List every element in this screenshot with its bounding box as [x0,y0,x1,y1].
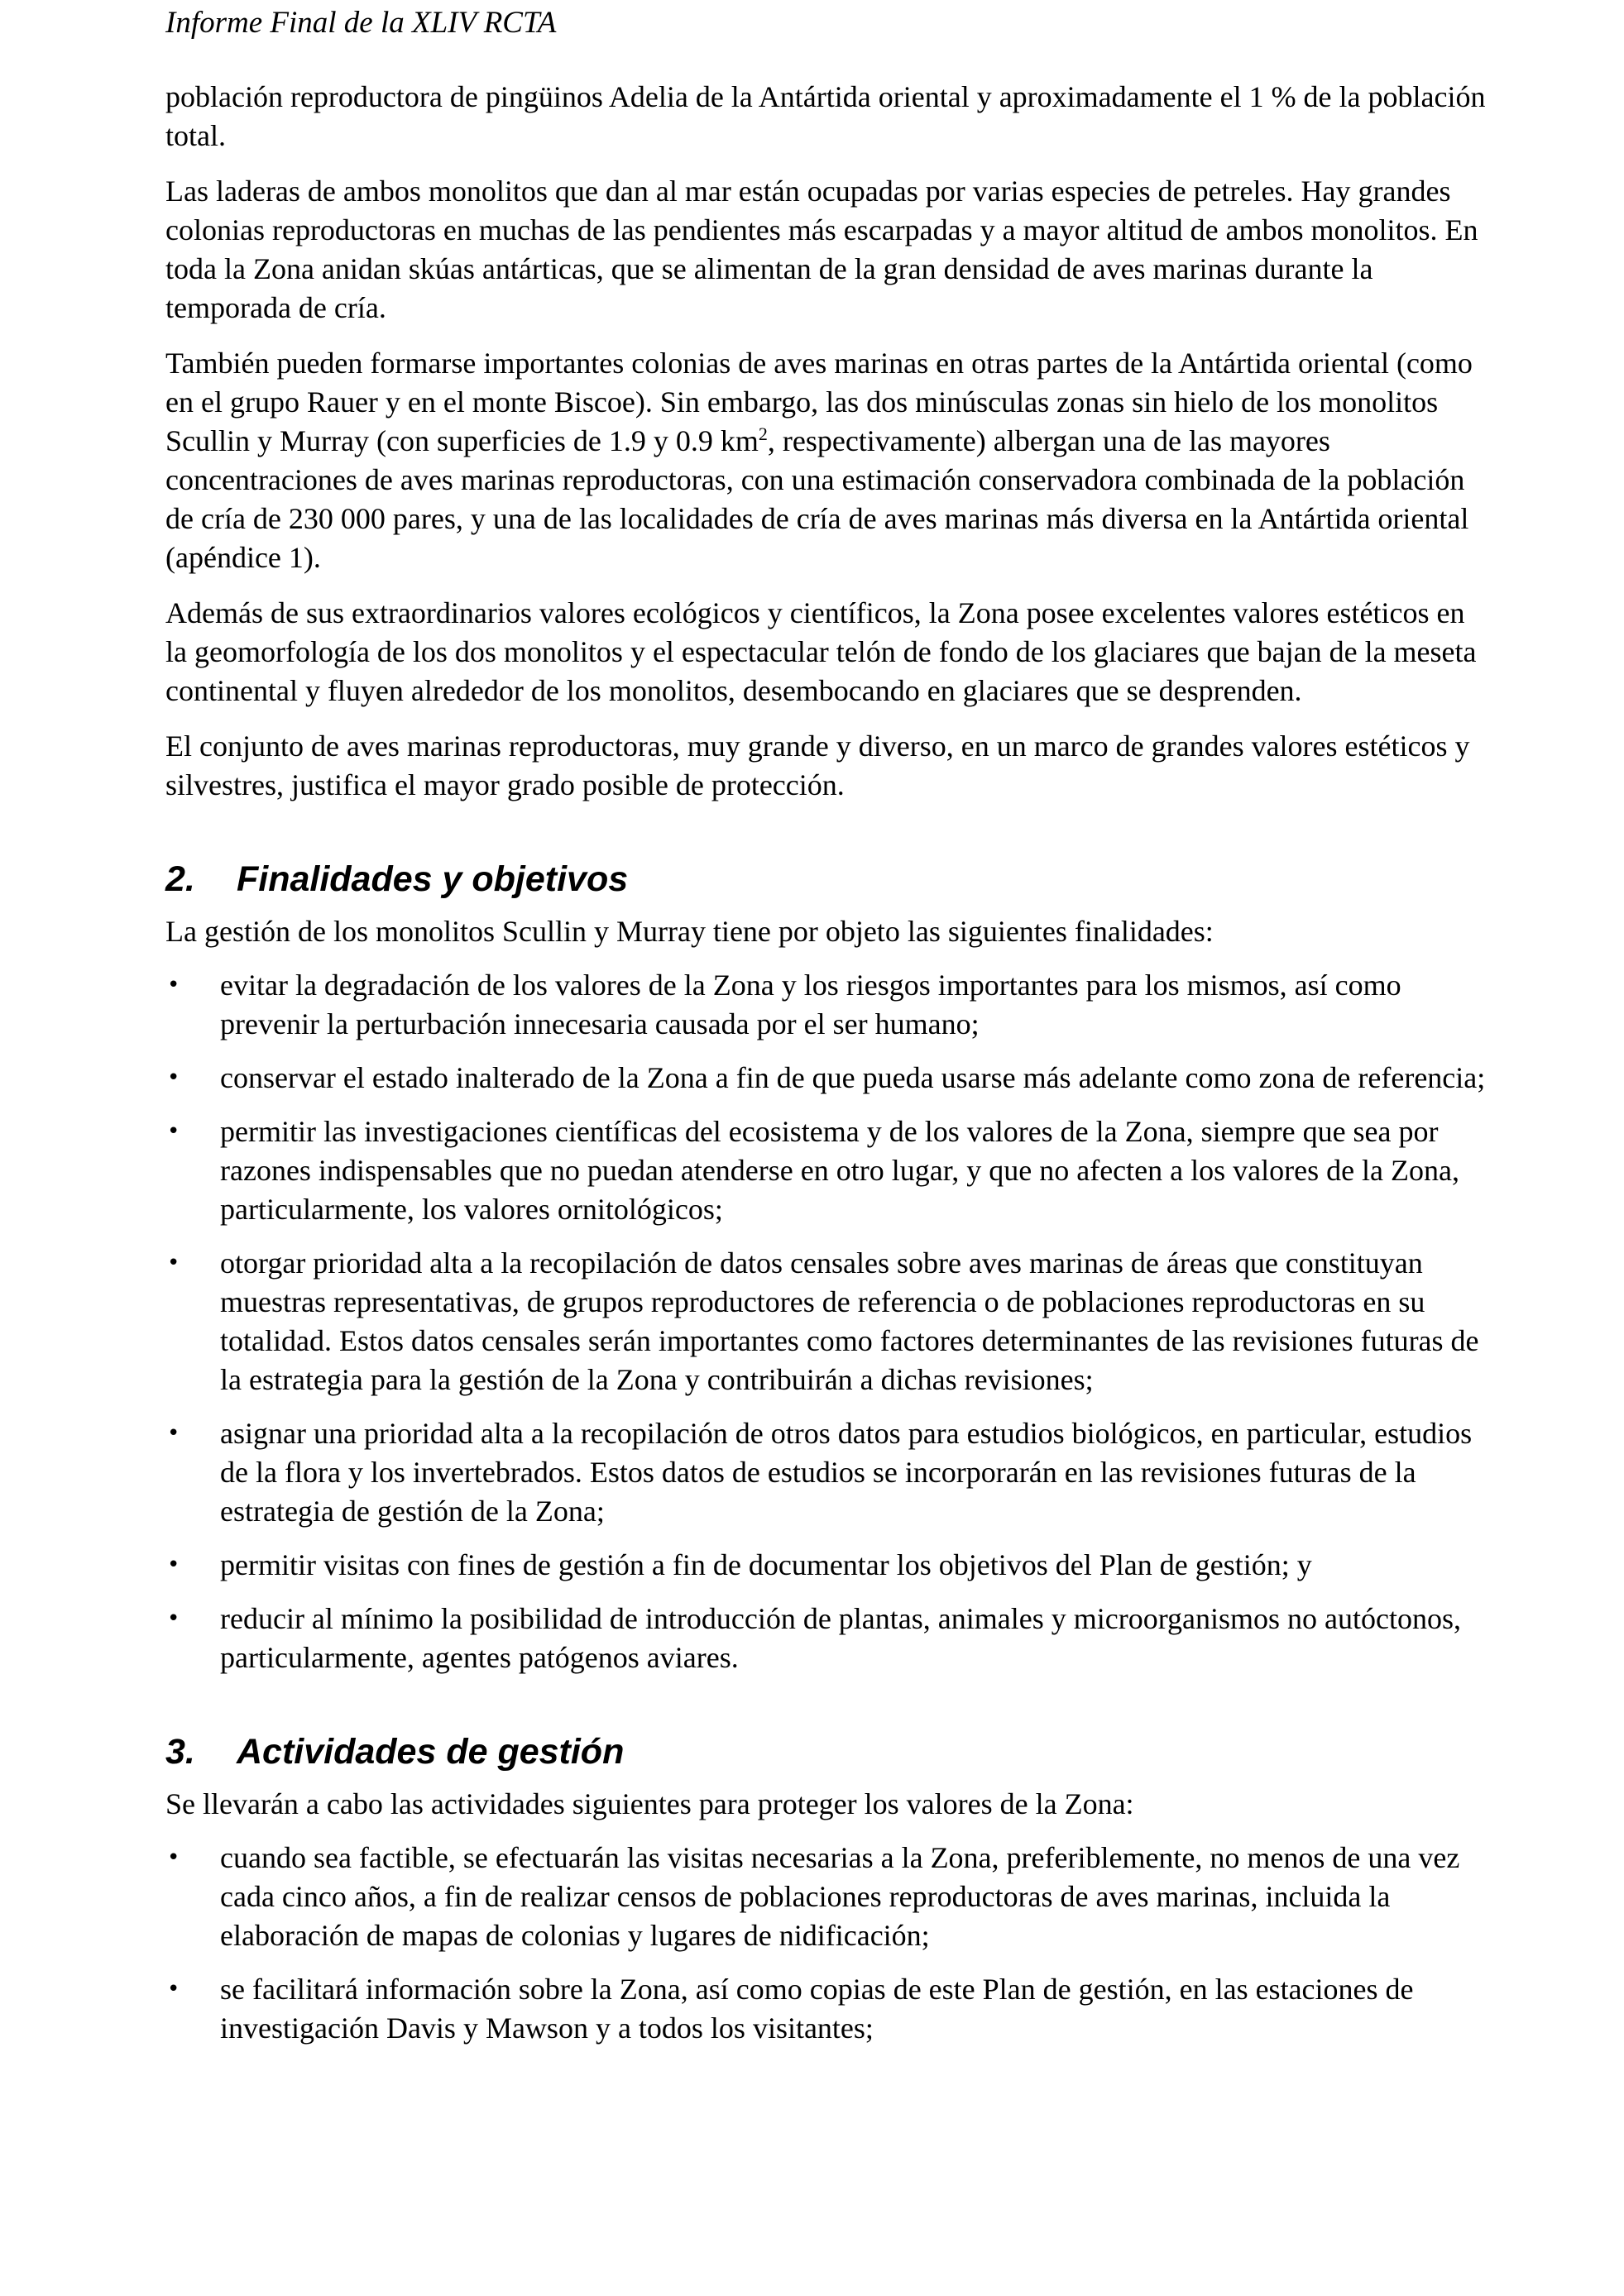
list-item [165,1970,1489,2048]
list-item-text: permitir las investigaciones científicas del ecosistema y de los valores de la Zona, siempre que sea por razones indispensables que no puedan atenderse en otro lugar, y que no afecten a los valores de la Zona, particularmente, los valores ornitológicos; [220,1115,1460,1226]
list-item-text: evitar la degradación de los valores de la Zona y los riesgos importantes para los mismos, así como prevenir la perturbación innecesaria causada por el ser humano; [220,969,1401,1040]
section-number: 2. [165,859,195,899]
list-item-text: reducir al mínimo la posibilidad de introducción de plantas, animales y microorganismos no autóctonos, particularmente, agentes patógenos aviares. [220,1602,1462,1674]
list-item [165,1546,1489,1585]
paragraph: población reproductora de pingüinos Adelia de la Antártida oriental y aproximadamente el 1 % de la población total. [165,80,1486,152]
paragraph-text: , respectivamente) albergan una de las mayores concentraciones de aves marinas reproductoras, con una estimación conservadora combinada de la población de cría de 230 000 pares, y una de las localidades de cría de aves marinas más diversa en la Antártida oriental (apéndice 1). [165,424,1469,574]
bullet-icon: • [167,973,180,997]
list-item-text: cuando sea factible, se efectuarán las visitas necesarias a la Zona, preferiblemente, no menos de una vez cada cinco años, a fin de realizar censos de poblaciones reproductoras de aves marinas, incluida la elaboración de mapas de colonias y lugares de nidificación; [220,1841,1460,1952]
bullet-list [165,1839,1489,2048]
bullet-icon: • [167,1065,180,1090]
paragraph: Además de sus extraordinarios valores ecológicos y científicos, la Zona posee excelentes valores estéticos en la geomorfología de los dos monolitos y el espectacular telón de fondo de los glaciares que bajan de la meseta continental y fluyen alrededor de los monolitos, desembocando en glaciares que se desprenden. [165,596,1477,707]
bullet-icon: • [167,1845,180,1870]
running-header: Informe Final de la XLIV RCTA [165,6,557,40]
list-item [165,1600,1489,1677]
paragraph [165,344,1489,577]
section-number: 3. [165,1732,195,1772]
list-item [165,966,1489,1044]
bullet-list [165,966,1489,1677]
section-intro: Se llevarán a cabo las actividades siguientes para proteger los valores de la Zona: [165,1787,1134,1820]
section-heading [165,1730,1489,1773]
list-item-text: conservar el estado inalterado de la Zona a fin de que pueda usarse más adelante como zona de referencia; [220,1061,1486,1094]
section-title: Actividades de gestión [237,1732,625,1772]
list-item-text: asignar una prioridad alta a la recopilación de otros datos para estudios biológicos, en particular, estudios de la flora y los invertebrados. Estos datos de estudios se incorporarán en las revisiones futuras de la estrategia de gestión de la Zona; [220,1417,1473,1528]
section-heading [165,858,1489,901]
paragraph: El conjunto de aves marinas reproductoras, muy grande y diverso, en un marco de grandes valores estéticos y silvestres, justifica el mayor grado posible de protección. [165,729,1470,801]
list-item [165,1414,1489,1531]
list-item [165,1059,1489,1098]
bullet-icon: • [167,1552,180,1577]
list-item [165,1112,1489,1229]
superscript: 2 [758,423,768,444]
page-body [165,78,1489,2063]
list-item-text: se facilitará información sobre la Zona, así como copias de este Plan de gestión, en las estaciones de investigación Davis y Mawson y a todos los visitantes; [220,1973,1414,2045]
bullet-icon: • [167,1251,180,1275]
bullet-icon: • [167,1977,180,2002]
list-item [165,1839,1489,1955]
list-item [165,1244,1489,1399]
list-item-text: otorgar prioridad alta a la recopilación de datos censales sobre aves marinas de áreas que constituyan muestras representativas, de grupos reproductores de referencia o de poblaciones reproductoras en su totalidad. Estos datos censales serán importantes como factores determinantes de las revisiones futuras de la estrategia para la gestión de la Zona y contribuirán a dichas revisiones; [220,1246,1479,1396]
bullet-icon: • [167,1421,180,1446]
paragraph-text: También pueden formarse importantes colonias de aves marinas en otras partes de la Antártida oriental (como en el grupo Rauer y en el monte Biscoe). Sin embargo, las dos minúsculas zonas sin hielo de los monolitos Scullin y Murray (con superficies de 1.9 y 0.9 km [165,347,1473,457]
bullet-icon: • [167,1606,180,1631]
list-item-text: permitir visitas con fines de gestión a fin de documentar los objetivos del Plan de gestión; y [220,1548,1312,1581]
bullet-icon: • [167,1119,180,1144]
section-intro: La gestión de los monolitos Scullin y Murray tiene por objeto las siguientes finalidades: [165,915,1214,948]
section-title: Finalidades y objetivos [237,859,629,899]
paragraph: Las laderas de ambos monolitos que dan al mar están ocupadas por varias especies de petreles. Hay grandes colonias reproductoras en muchas de las pendientes más escarpadas y a mayor altitud de ambos monolitos. En toda la Zona anidan skúas antárticas, que se alimentan de la gran densidad de aves marinas durante la temporada de cría. [165,175,1478,324]
